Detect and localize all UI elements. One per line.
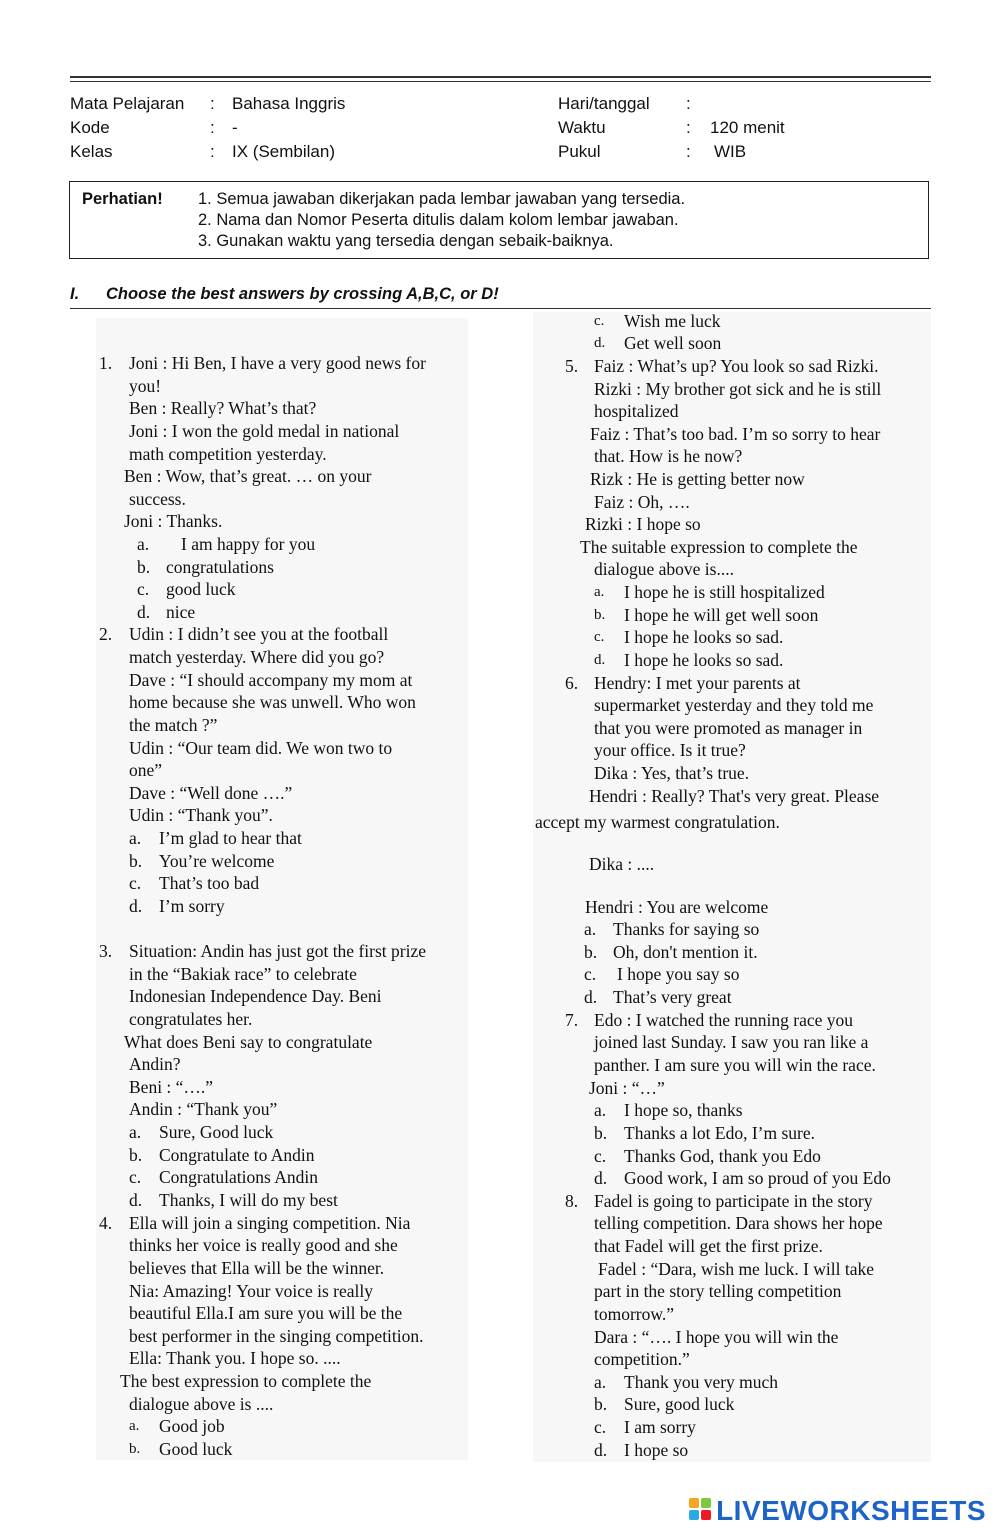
- option-text[interactable]: I’m sorry: [159, 896, 225, 916]
- question-number: 5.: [565, 356, 579, 376]
- question-text: Joni : I won the gold medal in national: [129, 421, 400, 441]
- code-label: Kode: [70, 118, 110, 137]
- question-text: Rizk : He is getting better now: [590, 469, 805, 489]
- question-text: Hendry: I met your parents at: [594, 673, 801, 693]
- question-text: thinks her voice is really good and she: [129, 1235, 398, 1255]
- option-letter[interactable]: a.: [594, 584, 605, 600]
- subject-label: Mata Pelajaran: [70, 94, 185, 113]
- question-text: Fadel is going to participate in the story: [594, 1191, 873, 1211]
- option-letter[interactable]: c.: [137, 579, 150, 599]
- option-letter[interactable]: b.: [129, 851, 143, 871]
- option-letter[interactable]: b.: [584, 942, 598, 962]
- question-text: Hendri : Really? That's very great. Please: [589, 786, 880, 806]
- question-text: Udin : “Our team did. We won two to: [129, 738, 393, 758]
- option-letter[interactable]: b.: [137, 557, 151, 577]
- question-text: hospitalized: [594, 401, 679, 421]
- option-text[interactable]: You’re welcome: [159, 851, 275, 871]
- question-number: 4.: [99, 1213, 113, 1233]
- question-text: Ella will join a singing competition. Nia: [129, 1213, 411, 1233]
- question-text: The best expression to complete the: [120, 1371, 372, 1391]
- subject-value: Bahasa Inggris: [232, 94, 346, 113]
- question-text: Joni : “…”: [589, 1078, 665, 1098]
- notice-label: Perhatian!: [82, 190, 163, 208]
- question-text: Rizki : I hope so: [585, 514, 701, 534]
- question-number: 3.: [99, 941, 113, 961]
- question-text: Faiz : What’s up? You look so sad Rizki.: [594, 356, 879, 376]
- option-letter[interactable]: d.: [594, 335, 606, 351]
- option-text[interactable]: I hope you say so: [617, 964, 740, 984]
- option-letter[interactable]: d.: [594, 1168, 608, 1188]
- option-text[interactable]: I hope so, thanks: [624, 1100, 743, 1120]
- question-text: The suitable expression to complete the: [580, 537, 858, 557]
- option-text[interactable]: I hope so: [624, 1440, 689, 1460]
- option-text[interactable]: I am happy for you: [181, 534, 316, 554]
- option-text[interactable]: Thanks God, thank you Edo: [624, 1146, 821, 1166]
- option-text[interactable]: I hope he looks so sad.: [624, 650, 784, 670]
- question-text: Faiz : That’s too bad. I’m so sorry to hear: [590, 424, 881, 444]
- section-title: Choose the best answers by crossing A,B,C, or D!: [106, 285, 499, 303]
- question-text: Fadel : “Dara, wish me luck. I will take: [598, 1259, 875, 1279]
- question-text: part in the story telling competition: [594, 1281, 842, 1301]
- question-text: Joni : Hi Ben, I have a very good news for: [129, 353, 426, 373]
- question-text: Joni : Thanks.: [124, 511, 223, 531]
- option-text[interactable]: good luck: [166, 579, 236, 599]
- option-text[interactable]: I am sorry: [624, 1417, 696, 1437]
- option-text[interactable]: Oh, don't mention it.: [613, 942, 758, 962]
- question-text: telling competition. Dara shows her hope: [594, 1213, 883, 1233]
- question-number: 7.: [565, 1010, 579, 1030]
- colon: :: [686, 94, 691, 113]
- colon: :: [686, 118, 691, 137]
- question-text: Dave : “Well done ….”: [129, 783, 293, 803]
- option-letter[interactable]: b.: [129, 1441, 141, 1457]
- section-number: I.: [70, 285, 80, 303]
- option-letter[interactable]: d.: [129, 896, 143, 916]
- question-text: that Fadel will get the first prize.: [594, 1236, 823, 1256]
- option-text[interactable]: Get well soon: [624, 333, 722, 353]
- question-text: the match ?”: [129, 715, 218, 735]
- question-text: What does Beni say to congratulate: [124, 1032, 373, 1052]
- question-text: congratulates her.: [129, 1009, 253, 1029]
- option-text[interactable]: nice: [166, 602, 196, 622]
- option-text[interactable]: Sure, good luck: [624, 1394, 735, 1414]
- option-text[interactable]: Good work, I am so proud of you Edo: [624, 1168, 891, 1188]
- question-text: Udin : “Thank you”.: [129, 805, 273, 825]
- notice-box: [69, 181, 929, 259]
- option-letter[interactable]: c.: [594, 629, 605, 645]
- question-text: tomorrow.”: [594, 1304, 675, 1324]
- question-text: Dara : “…. I hope you will win the: [594, 1327, 839, 1347]
- clock-label: Pukul: [558, 142, 601, 161]
- question-text: Dave : “I should accompany my mom at: [129, 670, 413, 690]
- question-text: Faiz : Oh, ….: [594, 492, 690, 512]
- question-text: match yesterday. Where did you go?: [129, 647, 385, 667]
- question-text: dialogue above is....: [594, 559, 734, 579]
- exam-header: [70, 92, 930, 164]
- option-letter[interactable]: b.: [594, 1394, 608, 1414]
- question-text: Situation: Andin has just got the first prize: [129, 941, 426, 961]
- question-text: you!: [129, 376, 162, 396]
- option-letter[interactable]: c.: [594, 313, 605, 329]
- question-text: supermarket yesterday and they told me: [594, 695, 874, 715]
- notice-item: 1. Semua jawaban dikerjakan pada lembar jawaban yang tersedia.: [198, 190, 686, 208]
- question-text: success.: [129, 489, 186, 509]
- question-text: math competition yesterday.: [129, 444, 327, 464]
- option-letter[interactable]: a.: [129, 1418, 140, 1434]
- question-text: in the “Bakiak race” to celebrate: [129, 964, 357, 984]
- option-letter[interactable]: c.: [594, 1146, 607, 1166]
- class-label: Kelas: [70, 142, 113, 161]
- question-text: accept my warmest congratulation.: [535, 812, 780, 832]
- option-letter[interactable]: d.: [594, 652, 606, 668]
- question-text: Rizki : My brother got sick and he is still: [594, 379, 882, 399]
- option-letter[interactable]: c.: [129, 873, 142, 893]
- option-text[interactable]: I hope he will get well soon: [624, 605, 819, 625]
- question-number: 6.: [565, 673, 579, 693]
- question-text: one”: [129, 760, 163, 780]
- option-text[interactable]: Thanks, I will do my best: [159, 1190, 338, 1210]
- option-text[interactable]: I hope he looks so sad.: [624, 627, 784, 647]
- question-text: Beni : “….”: [129, 1077, 214, 1097]
- question-text: Dika : Yes, that’s true.: [594, 763, 750, 783]
- question-text: believes that Ella will be the winner.: [129, 1258, 385, 1278]
- answer-blank[interactable]: Dika : ....: [589, 854, 655, 874]
- option-letter[interactable]: a.: [129, 828, 142, 848]
- question-text: Indonesian Independence Day. Beni: [129, 986, 382, 1006]
- option-letter[interactable]: d.: [129, 1190, 143, 1210]
- colon: :: [210, 118, 215, 137]
- colon: :: [686, 142, 691, 161]
- question-text: Edo : I watched the running race you: [594, 1010, 854, 1030]
- option-letter[interactable]: a.: [594, 1100, 607, 1120]
- question-text: Andin?: [129, 1054, 181, 1074]
- time-label: Waktu: [558, 118, 606, 137]
- option-letter[interactable]: d.: [594, 1440, 608, 1460]
- notice-item: 3. Gunakan waktu yang tersedia dengan sebaik-baiknya.: [198, 232, 614, 250]
- question-text: best performer in the singing competition.: [129, 1326, 424, 1346]
- liveworksheets-logo: [689, 1494, 986, 1528]
- question-text: Udin : I didn’t see you at the football: [129, 624, 389, 644]
- option-letter[interactable]: b.: [594, 1123, 608, 1143]
- question-text: Hendri : You are welcome: [585, 897, 769, 917]
- question-text: beautiful Ella.I am sure you will be the: [129, 1303, 403, 1323]
- question-text: Ella: Thank you. I hope so. ....: [129, 1348, 341, 1368]
- class-value: IX (Sembilan): [232, 142, 335, 161]
- option-letter[interactable]: c.: [129, 1167, 142, 1187]
- question-number: 8.: [565, 1191, 579, 1211]
- date-label: Hari/tanggal: [558, 94, 650, 113]
- logo-text: LIVEWORKSHEETS: [716, 1495, 986, 1526]
- question-text: that. How is he now?: [594, 446, 743, 466]
- option-text[interactable]: That’s too bad: [159, 873, 260, 893]
- option-text[interactable]: That’s very great: [613, 987, 732, 1007]
- time-value: 120 menit: [710, 118, 785, 137]
- option-text[interactable]: Congratulations Andin: [159, 1167, 318, 1187]
- top-rule: [70, 76, 931, 78]
- code-value: -: [232, 118, 238, 137]
- option-letter[interactable]: a.: [137, 534, 150, 554]
- option-text[interactable]: congratulations: [166, 557, 274, 577]
- option-text[interactable]: Thank you very much: [624, 1372, 779, 1392]
- option-text[interactable]: I hope he is still hospitalized: [624, 582, 825, 602]
- question-text: panther. I am sure you will win the race.: [594, 1055, 876, 1075]
- question-text: Ben : Wow, that’s great. … on your: [124, 466, 372, 486]
- option-text[interactable]: Congratulate to Andin: [159, 1145, 315, 1165]
- option-text[interactable]: Sure, Good luck: [159, 1122, 274, 1142]
- question-text: Andin : “Thank you”: [129, 1099, 278, 1119]
- question-text: Nia: Amazing! Your voice is really: [129, 1281, 373, 1301]
- question-number: 1.: [99, 353, 113, 373]
- question-text: your office. Is it true?: [594, 740, 746, 760]
- question-number: 2.: [99, 624, 113, 644]
- clock-value: WIB: [714, 142, 747, 161]
- question-text: home because she was unwell. Who won: [129, 692, 416, 712]
- option-letter[interactable]: a.: [584, 919, 597, 939]
- option-letter[interactable]: a.: [129, 1122, 142, 1142]
- option-letter[interactable]: c.: [584, 964, 597, 984]
- option-text[interactable]: Thanks for saying so: [613, 919, 760, 939]
- question-text: that you were promoted as manager in: [594, 718, 863, 738]
- question-text: dialogue above is ....: [129, 1394, 274, 1414]
- option-text[interactable]: Good job: [159, 1416, 225, 1436]
- section-heading: [70, 285, 931, 309]
- option-letter[interactable]: b.: [594, 607, 606, 623]
- top-rule-thin: [70, 81, 931, 82]
- notice-list: [198, 189, 685, 252]
- option-letter[interactable]: a.: [594, 1372, 607, 1392]
- option-letter[interactable]: d.: [584, 987, 598, 1007]
- question-text: joined last Sunday. I saw you ran like a: [594, 1032, 869, 1052]
- option-text[interactable]: Thanks a lot Edo, I’m sure.: [624, 1123, 815, 1143]
- question-text: Ben : Really? What’s that?: [129, 398, 317, 418]
- option-letter[interactable]: d.: [137, 602, 151, 622]
- option-text[interactable]: Good luck: [159, 1439, 233, 1459]
- colon: :: [210, 94, 215, 113]
- option-text[interactable]: I’m glad to hear that: [159, 828, 302, 848]
- colon: :: [210, 142, 215, 161]
- option-text[interactable]: Wish me luck: [624, 311, 721, 331]
- option-letter[interactable]: c.: [594, 1417, 607, 1437]
- question-text: competition.”: [594, 1349, 690, 1369]
- logo-mark-icon: [689, 1498, 713, 1524]
- notice-item: 2. Nama dan Nomor Peserta ditulis dalam kolom lembar jawaban.: [198, 211, 679, 229]
- option-letter[interactable]: b.: [129, 1145, 143, 1165]
